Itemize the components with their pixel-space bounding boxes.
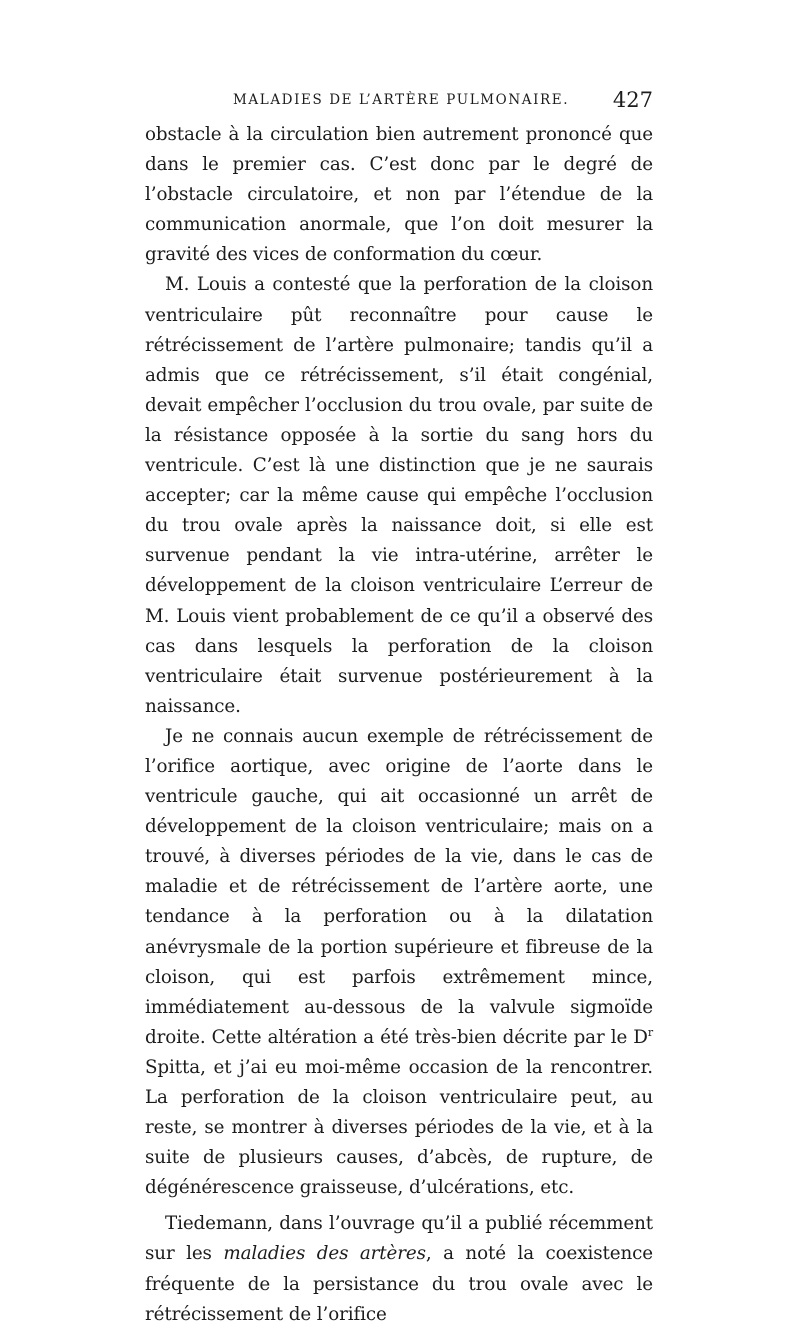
running-head (145, 88, 653, 118)
book-page (145, 88, 653, 1330)
paragraph-4-text-start: Tiedemann, dans l’ouvrage qu’il a publié récemment sur les (145, 1213, 653, 1265)
paragraph-4 (145, 1209, 653, 1329)
paragraph-1 (145, 120, 653, 270)
body-text (145, 120, 653, 1330)
paragraph-2 (145, 270, 653, 721)
paragraph-2-text: M. Louis a contesté que la perforation de la cloison ventriculaire pût reconnaître pour cause le rétrécissement de l’artère pulmonaire; tandis qu’il a admis que ce rétrécissement, s’il était congénial, devait empêcher l’occlusion du trou ovale, par suite de la résistance opposée à la sortie du sang hors du ventricule. C’est là une distinction que je ne saurais accepter; car la même cause qui empêche l’occlusion du trou ovale après la naissance doit, si elle est survenue pendant la vie intra-utérine, arrêter le développement de la cloison ventriculaire L’erreur de M. Louis vient probablement de ce qu’il a observé des cas dans lesquels la perforation de la cloison ventriculaire était survenue postérieurement à la naissance. (145, 274, 653, 717)
paragraph-4-italic-title: maladies des artères (223, 1243, 426, 1265)
paragraph-4-text-end: , a noté la coexistence fréquente de la persistance du trou ovale avec le rétrécissement de l’orifice (145, 1243, 654, 1325)
paragraph-3 (145, 722, 653, 1204)
paragraph-3-text-end: Spitta, et j’ai eu moi-même occasion de la rencontrer. La perforation de la cloison ventriculaire peut, au reste, se montrer à diverses périodes de la vie, et à la suite de plusieurs causes, d’abcès, de rupture, de dégénérescence graisseuse, d’ulcérations, etc. (145, 1056, 653, 1199)
paragraph-3-text-start: Je ne connais aucun exemple de rétrécissement de l’orifice aortique, avec origine de l’aorte dans le ventricule gauche, qui ait occasionné un arrêt de développement de la cloison ventriculaire; mais on a trouvé, à diverses périodes de la vie, dans le cas de maladie et de rétrécissement de l’artère aorte, une tendance à la perforation ou à la dilatation anévrysmale de la portion supérieure et fibreuse de la cloison, qui est parfois extrêmement mince, immédiatement au-dessous de la valvule sigmoïde droite. Cette altération a été très-bien décrite par le D (145, 725, 653, 1048)
paragraph-1-text: obstacle à la circulation bien autrement prononcé que dans le premier cas. C’est donc par le degré de l’obstacle circulatoire, et non par l’étendue de la communication anormale, que l’on doit mesurer la gravité des vices de conformation du cœur. (145, 124, 653, 266)
doctor-abbreviation-superscript: r (647, 1025, 653, 1039)
page-number: 427 (612, 88, 653, 112)
running-title: MALADIES DE L’ARTÈRE PULMONAIRE. (233, 92, 570, 108)
